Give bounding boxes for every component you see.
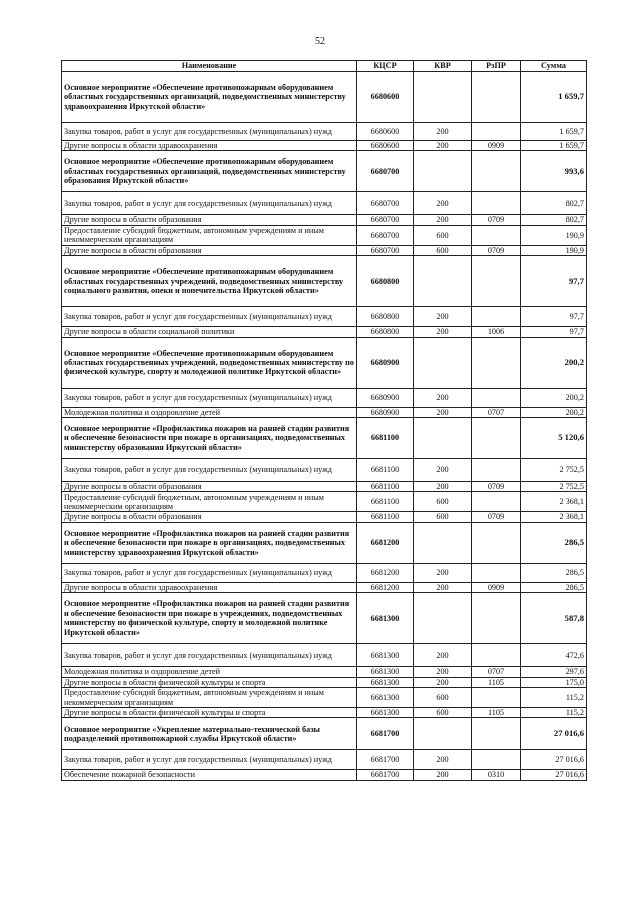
cell-kvr: 200 <box>414 644 472 667</box>
cell-rzpr: 1105 <box>472 708 521 718</box>
cell-sum: 5 120,6 <box>521 418 587 459</box>
table-row <box>62 667 587 677</box>
header-name: Наименование <box>62 61 357 72</box>
cell-rzpr: 0709 <box>472 215 521 225</box>
cell-rzpr <box>472 750 521 770</box>
cell-kvr: 200 <box>414 582 472 592</box>
main-activity-row <box>62 418 587 459</box>
cell-kcsr: 6681100 <box>357 482 414 492</box>
cell-sum: 97,7 <box>521 307 587 327</box>
cell-sum: 802,7 <box>521 192 587 215</box>
cell-kvr <box>414 522 472 563</box>
cell-name: Другие вопросы в области образования <box>62 512 357 522</box>
main-activity-row <box>62 522 587 563</box>
cell-rzpr: 0709 <box>472 482 521 492</box>
cell-rzpr <box>472 459 521 482</box>
cell-kcsr: 6681300 <box>357 644 414 667</box>
main-activity-row <box>62 72 587 123</box>
cell-sum: 297,6 <box>521 667 587 677</box>
cell-name: Закупка товаров, работ и услуг для государственных (муниципальных) нужд <box>62 307 357 327</box>
main-activity-row <box>62 593 587 644</box>
cell-sum: 286,5 <box>521 582 587 592</box>
table-row <box>62 512 587 522</box>
cell-sum: 27 016,6 <box>521 718 587 750</box>
cell-sum: 200,2 <box>521 407 587 417</box>
cell-name: Основное мероприятие «Обеспечение противопожарным оборудованием областных государственных организаций, подведомственных министерству здравоохранения Иркутской области» <box>62 72 357 123</box>
cell-rzpr <box>472 225 521 245</box>
cell-name: Закупка товаров, работ и услуг для государственных (муниципальных) нужд <box>62 644 357 667</box>
cell-kcsr: 6680700 <box>357 215 414 225</box>
cell-sum: 2 752,5 <box>521 459 587 482</box>
cell-rzpr: 0707 <box>472 407 521 417</box>
cell-kvr <box>414 418 472 459</box>
cell-kvr: 600 <box>414 225 472 245</box>
cell-kcsr: 6680800 <box>357 307 414 327</box>
cell-rzpr <box>472 563 521 582</box>
cell-kcsr: 6680600 <box>357 72 414 123</box>
cell-kcsr: 6680600 <box>357 141 414 151</box>
cell-rzpr: 1006 <box>472 327 521 337</box>
cell-rzpr: 0310 <box>472 770 521 780</box>
cell-rzpr: 1105 <box>472 677 521 687</box>
cell-rzpr <box>472 307 521 327</box>
cell-kcsr: 6681300 <box>357 677 414 687</box>
cell-sum: 97,7 <box>521 327 587 337</box>
table-row <box>62 644 587 667</box>
table-row <box>62 563 587 582</box>
main-activity-row <box>62 256 587 307</box>
cell-kcsr: 6681100 <box>357 512 414 522</box>
cell-name: Основное мероприятие «Обеспечение противопожарным оборудованием областных государственных учреждений, подведомственных министерству по физической культуре, спорту и молодежной политике Иркутской области» <box>62 337 357 388</box>
cell-kvr <box>414 151 472 192</box>
cell-kvr: 600 <box>414 245 472 255</box>
cell-kcsr: 6680700 <box>357 192 414 215</box>
cell-name: Другие вопросы в области физической культуры и спорта <box>62 708 357 718</box>
cell-kvr <box>414 718 472 750</box>
cell-kcsr: 6680700 <box>357 245 414 255</box>
main-activity-row <box>62 718 587 750</box>
cell-kcsr: 6680900 <box>357 388 414 407</box>
cell-kvr <box>414 593 472 644</box>
cell-rzpr <box>472 644 521 667</box>
cell-rzpr <box>472 593 521 644</box>
cell-name: Молодежная политика и оздоровление детей <box>62 407 357 417</box>
cell-kcsr: 6681100 <box>357 459 414 482</box>
cell-name: Закупка товаров, работ и услуг для государственных (муниципальных) нужд <box>62 459 357 482</box>
table-row <box>62 750 587 770</box>
cell-rzpr: 0709 <box>472 512 521 522</box>
cell-name: Основное мероприятие «Обеспечение противопожарным оборудованием областных государственных организаций, подведомственных министерству образования Иркутской области» <box>62 151 357 192</box>
cell-kcsr: 6681100 <box>357 492 414 512</box>
cell-kvr: 200 <box>414 750 472 770</box>
cell-kvr <box>414 256 472 307</box>
cell-sum: 190,9 <box>521 225 587 245</box>
table-row <box>62 688 587 708</box>
cell-name: Основное мероприятие «Укрепление материально-технической базы подразделений противопожарной службы Иркутской области» <box>62 718 357 750</box>
cell-kvr: 200 <box>414 407 472 417</box>
table-row <box>62 492 587 512</box>
page-number: 52 <box>315 36 325 47</box>
cell-name: Другие вопросы в области здравоохранения <box>62 141 357 151</box>
cell-kcsr: 6681200 <box>357 522 414 563</box>
cell-kcsr: 6681200 <box>357 563 414 582</box>
cell-kvr: 600 <box>414 512 472 522</box>
cell-rzpr <box>472 492 521 512</box>
header-kcsr: КЦСР <box>357 61 414 72</box>
header-sum: Сумма <box>521 61 587 72</box>
table-row <box>62 215 587 225</box>
cell-kcsr: 6680900 <box>357 407 414 417</box>
cell-kvr: 200 <box>414 123 472 141</box>
cell-rzpr <box>472 388 521 407</box>
cell-name: Предоставление субсидий бюджетным, автономным учреждениям и иным некоммерческим организациям <box>62 225 357 245</box>
cell-kvr: 200 <box>414 327 472 337</box>
cell-kvr <box>414 72 472 123</box>
cell-kvr: 200 <box>414 192 472 215</box>
cell-kcsr: 6681300 <box>357 708 414 718</box>
cell-sum: 115,2 <box>521 708 587 718</box>
cell-kvr: 200 <box>414 667 472 677</box>
cell-rzpr <box>472 256 521 307</box>
cell-kcsr: 6681300 <box>357 667 414 677</box>
cell-kcsr: 6680600 <box>357 123 414 141</box>
cell-rzpr: 0909 <box>472 582 521 592</box>
cell-kcsr: 6681300 <box>357 593 414 644</box>
table-row <box>62 307 587 327</box>
cell-rzpr <box>472 418 521 459</box>
cell-name: Молодежная политика и оздоровление детей <box>62 667 357 677</box>
cell-sum: 286,5 <box>521 563 587 582</box>
cell-kcsr: 6680700 <box>357 225 414 245</box>
table-row <box>62 770 587 780</box>
cell-sum: 587,8 <box>521 593 587 644</box>
cell-sum: 27 016,6 <box>521 770 587 780</box>
cell-kvr: 200 <box>414 482 472 492</box>
cell-sum: 472,6 <box>521 644 587 667</box>
cell-name: Другие вопросы в области образования <box>62 215 357 225</box>
cell-kcsr: 6681700 <box>357 718 414 750</box>
table-row <box>62 482 587 492</box>
cell-sum: 115,2 <box>521 688 587 708</box>
cell-rzpr <box>472 688 521 708</box>
header-kvr: КВР <box>414 61 472 72</box>
cell-rzpr <box>472 192 521 215</box>
cell-kcsr: 6681100 <box>357 418 414 459</box>
cell-name: Закупка товаров, работ и услуг для государственных (муниципальных) нужд <box>62 123 357 141</box>
cell-kvr: 200 <box>414 141 472 151</box>
cell-name: Другие вопросы в области образования <box>62 245 357 255</box>
cell-sum: 2 752,5 <box>521 482 587 492</box>
cell-sum: 802,7 <box>521 215 587 225</box>
cell-kcsr: 6681200 <box>357 582 414 592</box>
cell-sum: 97,7 <box>521 256 587 307</box>
cell-sum: 2 368,1 <box>521 512 587 522</box>
cell-kcsr: 6681300 <box>357 688 414 708</box>
table-row <box>62 245 587 255</box>
cell-sum: 1 659,7 <box>521 72 587 123</box>
main-activity-row <box>62 337 587 388</box>
cell-sum: 200,2 <box>521 388 587 407</box>
cell-kvr: 200 <box>414 388 472 407</box>
cell-kvr <box>414 337 472 388</box>
cell-kvr: 200 <box>414 563 472 582</box>
cell-name: Основное мероприятие «Профилактика пожаров на ранней стадии развития и обеспечение безопасности при пожаре в учреждениях, подведомственных министерству по физической культуре, спорту и молодежной политике Иркутской области» <box>62 593 357 644</box>
cell-rzpr <box>472 718 521 750</box>
cell-sum: 2 368,1 <box>521 492 587 512</box>
cell-name: Другие вопросы в области социальной политики <box>62 327 357 337</box>
table-row <box>62 582 587 592</box>
cell-rzpr: 0707 <box>472 667 521 677</box>
cell-kcsr: 6680800 <box>357 327 414 337</box>
cell-name: Закупка товаров, работ и услуг для государственных (муниципальных) нужд <box>62 563 357 582</box>
cell-kvr: 600 <box>414 688 472 708</box>
cell-sum: 190,9 <box>521 245 587 255</box>
cell-kvr: 200 <box>414 215 472 225</box>
cell-name: Другие вопросы в области образования <box>62 482 357 492</box>
cell-kcsr: 6681700 <box>357 770 414 780</box>
table-row <box>62 225 587 245</box>
cell-kvr: 600 <box>414 492 472 512</box>
cell-rzpr <box>472 522 521 563</box>
cell-name: Закупка товаров, работ и услуг для государственных (муниципальных) нужд <box>62 388 357 407</box>
cell-sum: 1 659,7 <box>521 123 587 141</box>
table-row <box>62 708 587 718</box>
table-row <box>62 327 587 337</box>
budget-table <box>61 60 587 781</box>
table-row <box>62 192 587 215</box>
cell-kvr: 200 <box>414 677 472 687</box>
cell-sum: 27 016,6 <box>521 750 587 770</box>
cell-sum: 993,6 <box>521 151 587 192</box>
cell-kvr: 200 <box>414 770 472 780</box>
table-header-row <box>62 61 587 72</box>
table-row <box>62 677 587 687</box>
main-activity-row <box>62 151 587 192</box>
cell-kvr: 600 <box>414 708 472 718</box>
table-row <box>62 459 587 482</box>
cell-rzpr: 0909 <box>472 141 521 151</box>
table-body <box>62 72 587 781</box>
cell-name: Закупка товаров, работ и услуг для государственных (муниципальных) нужд <box>62 750 357 770</box>
table-row <box>62 123 587 141</box>
cell-rzpr <box>472 337 521 388</box>
cell-kvr: 200 <box>414 459 472 482</box>
cell-sum: 1 659,7 <box>521 141 587 151</box>
cell-rzpr <box>472 151 521 192</box>
cell-name: Предоставление субсидий бюджетным, автономным учреждениям и иным некоммерческим организациям <box>62 492 357 512</box>
header-rzpr: РзПР <box>472 61 521 72</box>
cell-kcsr: 6680700 <box>357 151 414 192</box>
cell-rzpr <box>472 72 521 123</box>
cell-kcsr: 6680900 <box>357 337 414 388</box>
cell-sum: 200,2 <box>521 337 587 388</box>
cell-name: Предоставление субсидий бюджетным, автономным учреждениям и иным некоммерческим организациям <box>62 688 357 708</box>
cell-name: Основное мероприятие «Обеспечение противопожарным оборудованием областных государственных учреждений, подведомственных министерству социального развития, опеки и попечительства Иркутской области» <box>62 256 357 307</box>
cell-name: Другие вопросы в области здравоохранения <box>62 582 357 592</box>
cell-rzpr: 0709 <box>472 245 521 255</box>
table-row <box>62 388 587 407</box>
cell-name: Основное мероприятие «Профилактика пожаров на ранней стадии развития и обеспечение безопасности при пожаре в организациях, подведомственных министерству здравоохранения Иркутской области» <box>62 522 357 563</box>
cell-rzpr <box>472 123 521 141</box>
table-row <box>62 407 587 417</box>
cell-kcsr: 6681700 <box>357 750 414 770</box>
cell-sum: 286,5 <box>521 522 587 563</box>
cell-sum: 175,0 <box>521 677 587 687</box>
cell-kcsr: 6680800 <box>357 256 414 307</box>
table-row <box>62 141 587 151</box>
cell-name: Другие вопросы в области физической культуры и спорта <box>62 677 357 687</box>
cell-kvr: 200 <box>414 307 472 327</box>
cell-name: Основное мероприятие «Профилактика пожаров на ранней стадии развития и обеспечение безопасности при пожаре в организациях, подведомственных министерству образования Иркутской области» <box>62 418 357 459</box>
cell-name: Закупка товаров, работ и услуг для государственных (муниципальных) нужд <box>62 192 357 215</box>
cell-name: Обеспечение пожарной безопасности <box>62 770 357 780</box>
